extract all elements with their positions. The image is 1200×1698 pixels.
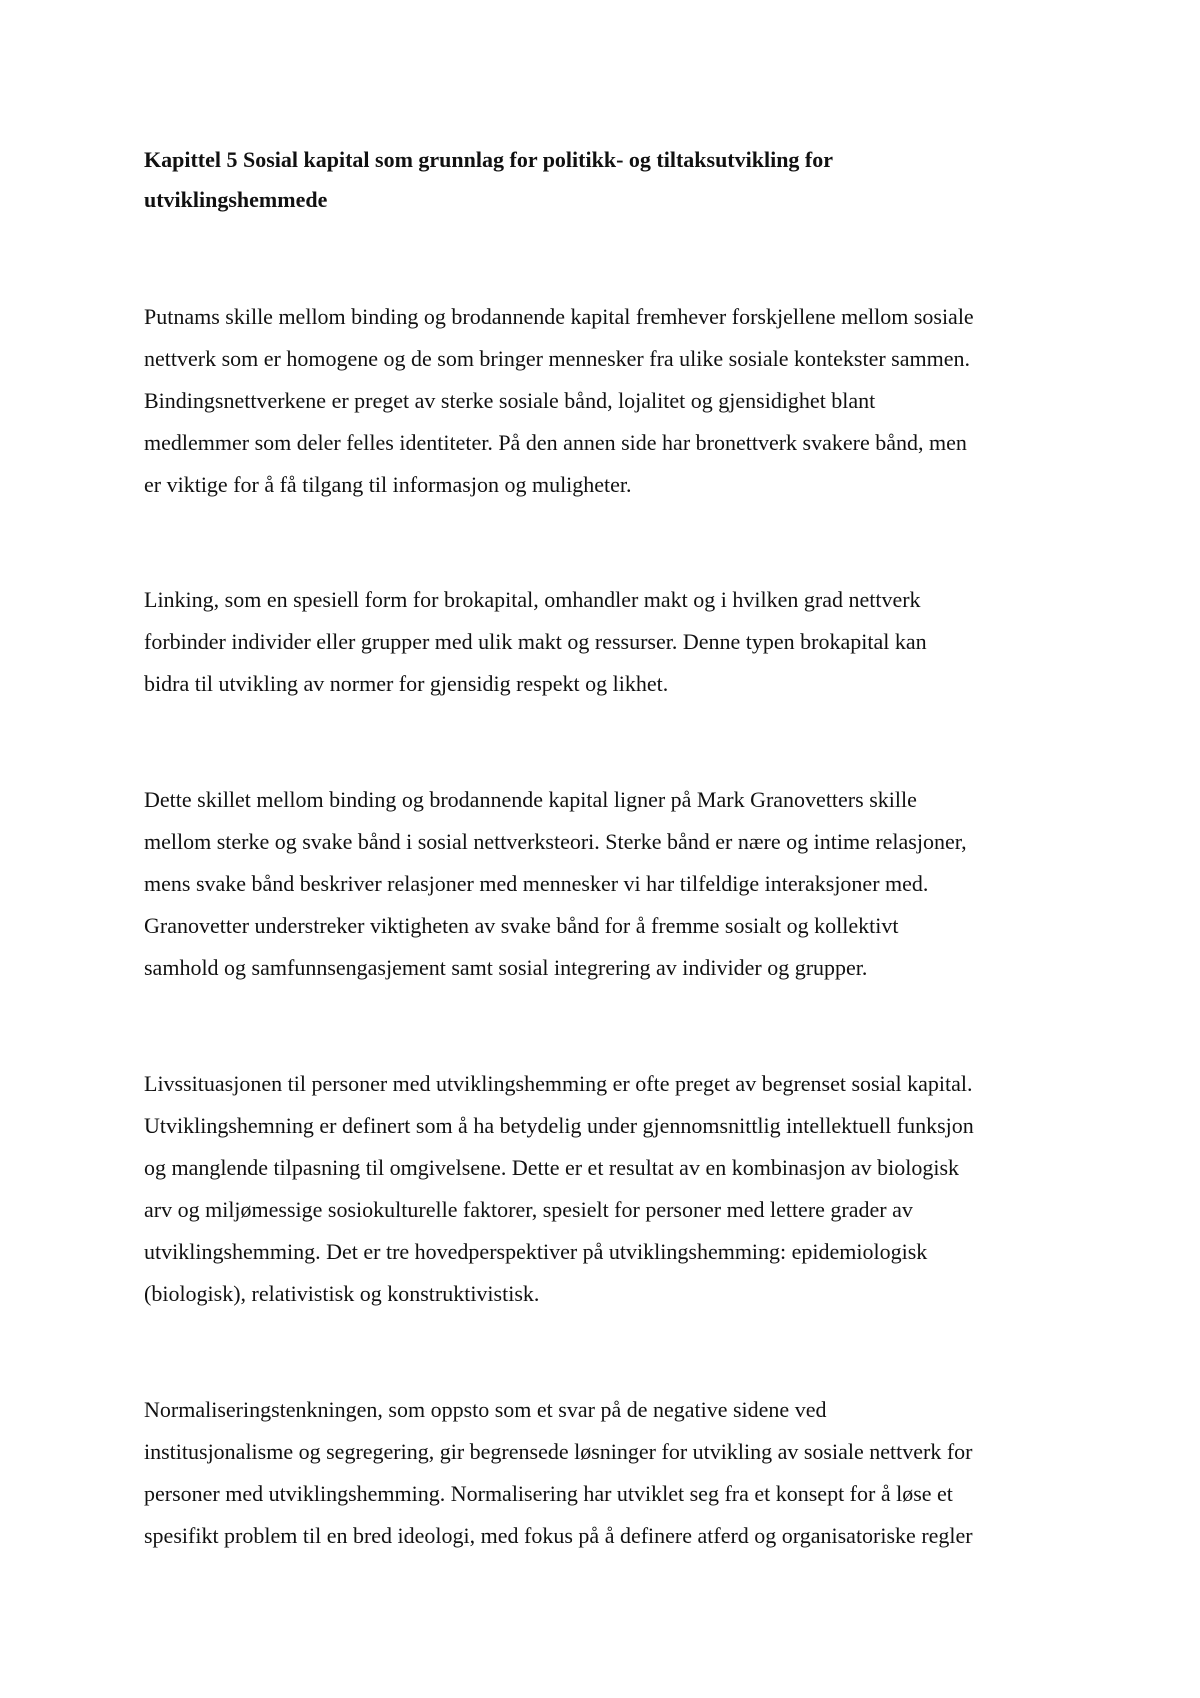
paragraph-line: medlemmer som deler felles identiteter. På den annen side har bronettverk svakere bånd, men <box>144 430 967 455</box>
paragraph-line: samhold og samfunnsengasjement samt sosial integrering av individer og grupper. <box>144 955 868 980</box>
paragraph-line: Putnams skille mellom binding og brodannende kapital fremhever forskjellene mellom sosiale <box>144 304 974 329</box>
paragraph-line: arv og miljømessige sosiokulturelle faktorer, spesielt for personer med lettere grader av <box>144 1197 913 1222</box>
paragraph-line: nettverk som er homogene og de som bringer mennesker fra ulike sosiale kontekster sammen. <box>144 346 970 371</box>
heading-line: utviklingshemmede <box>144 187 328 212</box>
paragraph-line: institusjonalisme og segregering, gir begrensede løsninger for utvikling av sosiale nettverk for <box>144 1439 973 1464</box>
paragraph-line: Normaliseringstenkningen, som oppsto som et svar på de negative sidene ved <box>144 1397 827 1422</box>
paragraph-line: spesifikt problem til en bred ideologi, med fokus på å definere atferd og organisatoriske regler <box>144 1523 973 1548</box>
paragraph-line: er viktige for å få tilgang til informasjon og muligheter. <box>144 472 632 497</box>
paragraph-line: Linking, som en spesiell form for brokapital, omhandler makt og i hvilken grad nettverk <box>144 587 921 612</box>
paragraph-line: mens svake bånd beskriver relasjoner med mennesker vi har tilfeldige interaksjoner med. <box>144 871 929 896</box>
paragraph-line: utviklingshemming. Det er tre hovedperspektiver på utviklingshemming: epidemiologisk <box>144 1239 928 1264</box>
paragraph-line: mellom sterke og svake bånd i sosial nettverksteori. Sterke bånd er nære og intime relasjoner, <box>144 829 967 854</box>
paragraph-line: personer med utviklingshemming. Normalisering har utviklet seg fra et konsept for å løse et <box>144 1481 953 1506</box>
paragraph-line: forbinder individer eller grupper med ulik makt og ressurser. Denne typen brokapital kan <box>144 629 927 654</box>
paragraph-line: Bindingsnettverkene er preget av sterke sosiale bånd, lojalitet og gjensidighet blant <box>144 388 876 413</box>
paragraph-line: og manglende tilpasning til omgivelsene. Dette er et resultat av en kombinasjon av biologisk <box>144 1155 960 1180</box>
paragraph-line: Granovetter understreker viktigheten av svake bånd for å fremme sosialt og kollektivt <box>144 913 899 938</box>
paragraph-line: bidra til utvikling av normer for gjensidig respekt og likhet. <box>144 671 669 696</box>
paragraph-line: Utviklingshemning er definert som å ha betydelig under gjennomsnittlig intellektuell funksjon <box>144 1113 974 1138</box>
paragraph-line: Livssituasjonen til personer med utviklingshemming er ofte preget av begrenset sosial kapital. <box>144 1071 973 1096</box>
paragraph-line: (biologisk), relativistisk og konstruktivistisk. <box>144 1281 540 1306</box>
paragraph-line: Dette skillet mellom binding og brodannende kapital ligner på Mark Granovetters skille <box>144 787 917 812</box>
heading-line: Kapittel 5 Sosial kapital som grunnlag for politikk- og tiltaksutvikling for <box>144 147 834 172</box>
